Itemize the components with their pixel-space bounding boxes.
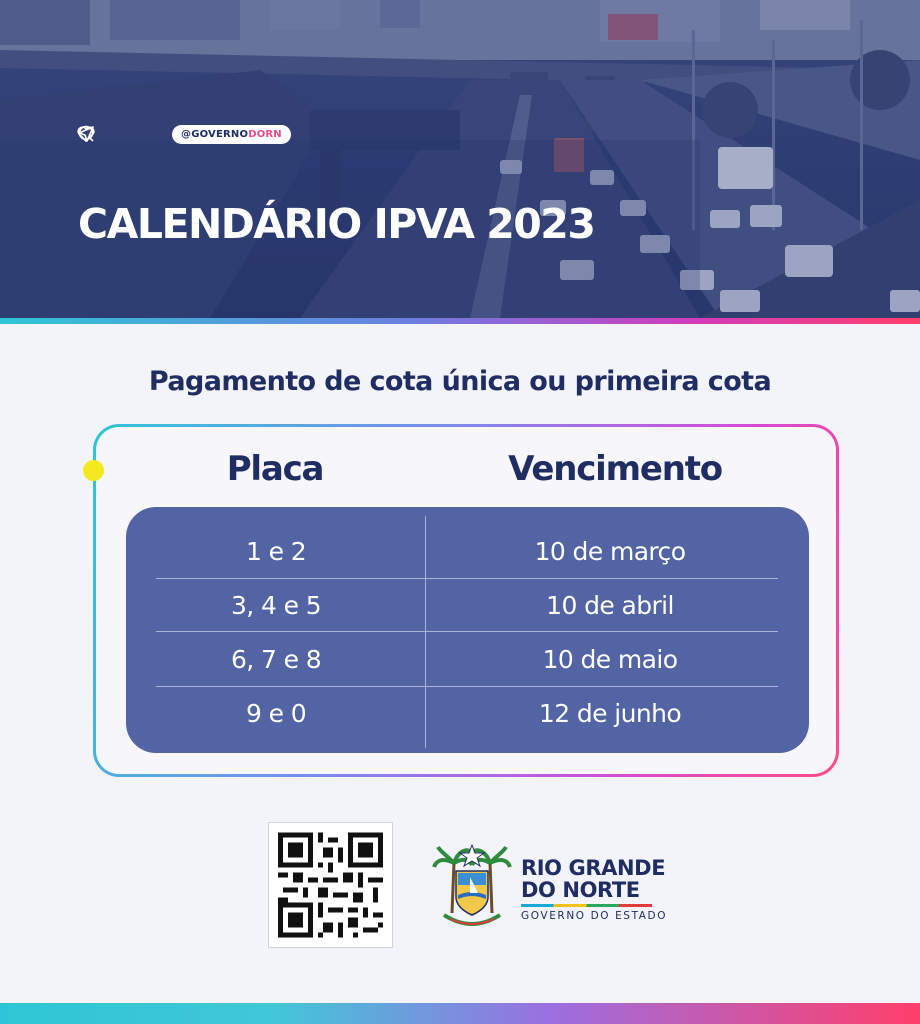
brand-color-bar bbox=[521, 904, 652, 907]
highway-photo bbox=[0, 0, 920, 318]
comment-icon[interactable] bbox=[106, 124, 126, 144]
column-header-vencimento: Vencimento bbox=[508, 449, 722, 489]
table-cell-vencimento: 10 de março bbox=[534, 537, 686, 566]
qr-code-pattern bbox=[278, 832, 383, 938]
state-coat-of-arms bbox=[432, 843, 512, 929]
subtitle: Pagamento de cota única ou primeira cota bbox=[148, 366, 772, 397]
row-divider bbox=[156, 578, 778, 579]
accent-dot bbox=[83, 460, 104, 481]
row-divider bbox=[156, 631, 778, 632]
send-icon[interactable] bbox=[136, 124, 156, 144]
row-divider bbox=[156, 686, 778, 687]
qr-code[interactable] bbox=[268, 822, 393, 948]
table-cell-placa: 3, 4 e 5 bbox=[230, 591, 322, 620]
brand-line1: RIO GRANDE bbox=[521, 856, 666, 880]
brand-line2: DO NORTE bbox=[521, 878, 640, 902]
brand-logo bbox=[521, 857, 667, 922]
table-cell-placa: 1 e 2 bbox=[245, 537, 307, 566]
column-header-placa: Placa bbox=[226, 449, 324, 489]
column-divider bbox=[425, 516, 426, 748]
table-cell-vencimento: 12 de junho bbox=[538, 699, 682, 728]
table-cell-vencimento: 10 de abril bbox=[546, 591, 674, 620]
page-title: CALENDÁRIO IPVA 2023 bbox=[78, 200, 595, 248]
social-handle[interactable]: @GOVERNODORN bbox=[172, 125, 291, 144]
bottom-gradient-band bbox=[0, 1003, 920, 1024]
table-cell-placa: 6, 7 e 8 bbox=[230, 645, 322, 674]
table-cell-placa: 9 e 0 bbox=[245, 699, 307, 728]
brand-line3: GOVERNO DO ESTADO bbox=[521, 910, 668, 922]
gradient-divider bbox=[0, 318, 920, 324]
header-photo bbox=[0, 0, 920, 318]
table-cell-vencimento: 10 de maio bbox=[542, 645, 678, 674]
social-row bbox=[76, 124, 291, 144]
